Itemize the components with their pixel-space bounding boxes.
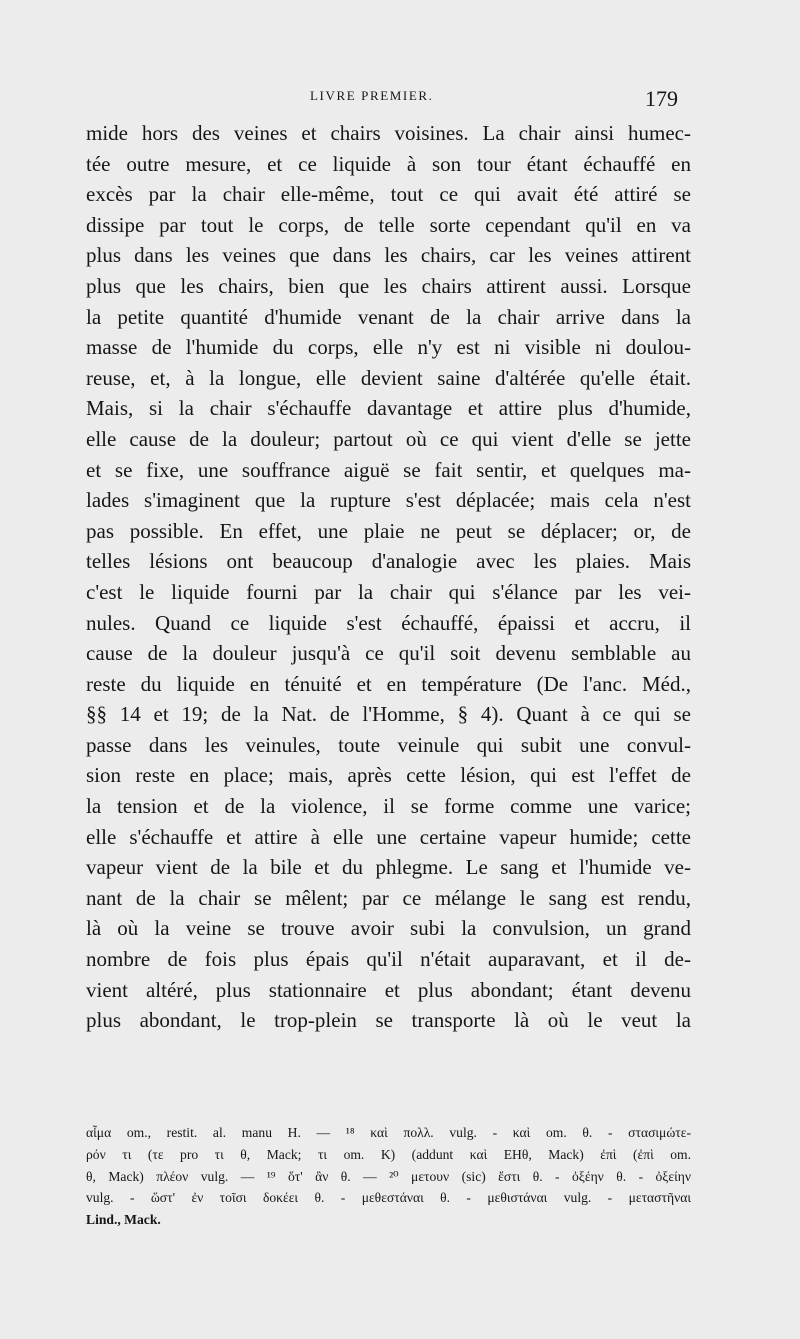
text-line: pas possible. En effet, une plaie ne peut se déplacer; or, de [86, 518, 691, 543]
footnote-line: ρόν τι (τε pro τι θ, Mack; τι om. K) (addunt καὶ EHθ, Mack) ἐπὶ (ἐπὶ om. [86, 1146, 691, 1162]
text-line: et se fixe, une souffrance aiguë se fait sentir, et quelques ma- [86, 457, 691, 482]
footnote-line: vulg. - ὥστ' ἐν τοῖσι δοκέει θ. - μεθεστάναι θ. - μεθιστάναι vulg. - μεταστῆναι [86, 1190, 691, 1206]
text-line: là où la veine se trouve avoir subi la convulsion, un grand [86, 916, 691, 941]
footnote-line: αἷμα om., restit. al. manu H. — ¹⁸ καὶ πολλ. vulg. - καὶ om. θ. - στασιμώτε- [86, 1125, 691, 1140]
text-line: masse de l'humide du corps, elle n'y est ni visible ni doulou- [86, 335, 691, 360]
text-line: vient altéré, plus stationnaire et plus abondant; étant devenu [86, 977, 691, 1002]
text-line: telles lésions ont beaucoup d'analogie avec les plaies. Mais [86, 549, 691, 574]
text-line: §§ 14 et 19; de la Nat. de l'Homme, § 4). Quant à ce qui se [86, 702, 691, 727]
text-line: excès par la chair elle-même, tout ce qui avait été attiré se [86, 182, 691, 207]
text-line: dissipe par tout le corps, de telle sorte cependant qu'il en va [86, 212, 691, 237]
text-line: plus que les chairs, bien que les chairs attirent aussi. Lorsque [86, 273, 691, 298]
text-line: elle s'échauffe et attire à elle une certaine vapeur humide; cette [86, 824, 691, 849]
text-line: nombre de fois plus épais qu'il n'était auparavant, et il de- [86, 947, 691, 972]
footnote-line: Lind., Mack. [86, 1212, 161, 1228]
text-line: sion reste en place; mais, après cette lésion, qui est l'effet de [86, 763, 691, 788]
text-line: la petite quantité d'humide venant de la chair arrive dans la [86, 304, 691, 329]
text-line: elle cause de la douleur; partout où ce qui vient d'elle se jette [86, 426, 691, 451]
text-line: reuse, et, à la longue, elle devient saine d'altérée qu'elle était. [86, 365, 691, 390]
text-line: Mais, si la chair s'échauffe davantage et attire plus d'humide, [86, 396, 691, 421]
text-line: nant de la chair se mêlent; par ce mélange le sang est rendu, [86, 885, 691, 910]
text-line: reste du liquide en ténuité et en température (De l'anc. Méd., [86, 671, 691, 696]
text-line: plus dans les veines que dans les chairs, car les veines attirent [86, 243, 691, 268]
text-line: cause de la douleur jusqu'à ce qu'il soit devenu semblable au [86, 641, 691, 666]
text-line: nules. Quand ce liquide s'est échauffé, épaissi et accru, il [86, 610, 691, 635]
text-line: plus abondant, le trop-plein se transporte là où le veut la [86, 1008, 691, 1033]
footnotes [86, 1122, 691, 1231]
text-line: c'est le liquide fourni par la chair qui s'élance par les vei- [86, 579, 691, 604]
text-line: tée outre mesure, et ce liquide à son tour étant échauffé en [86, 151, 691, 176]
running-head: LIVRE PREMIER. [310, 88, 434, 103]
text-line: passe dans les veinules, toute veinule qui subit une convul- [86, 732, 691, 757]
text-line: lades s'imaginent que la rupture s'est déplacée; mais cela n'est [86, 488, 691, 513]
page-number: 179 [645, 86, 678, 111]
text-line: la tension et de la violence, il se forme comme une varice; [86, 794, 691, 819]
body-text [86, 118, 691, 1036]
text-line: vapeur vient de la bile et du phlegme. Le sang et l'humide ve- [86, 855, 691, 880]
footnote-line: θ, Mack) πλέον vulg. — ¹⁹ ὅτ' ἂν θ. — ²⁰ μετουν (sic) ἔστι θ. - ὀξέην θ. - ὀξείην [86, 1168, 691, 1184]
text-line: mide hors des veines et chairs voisines. La chair ainsi humec- [86, 121, 691, 145]
